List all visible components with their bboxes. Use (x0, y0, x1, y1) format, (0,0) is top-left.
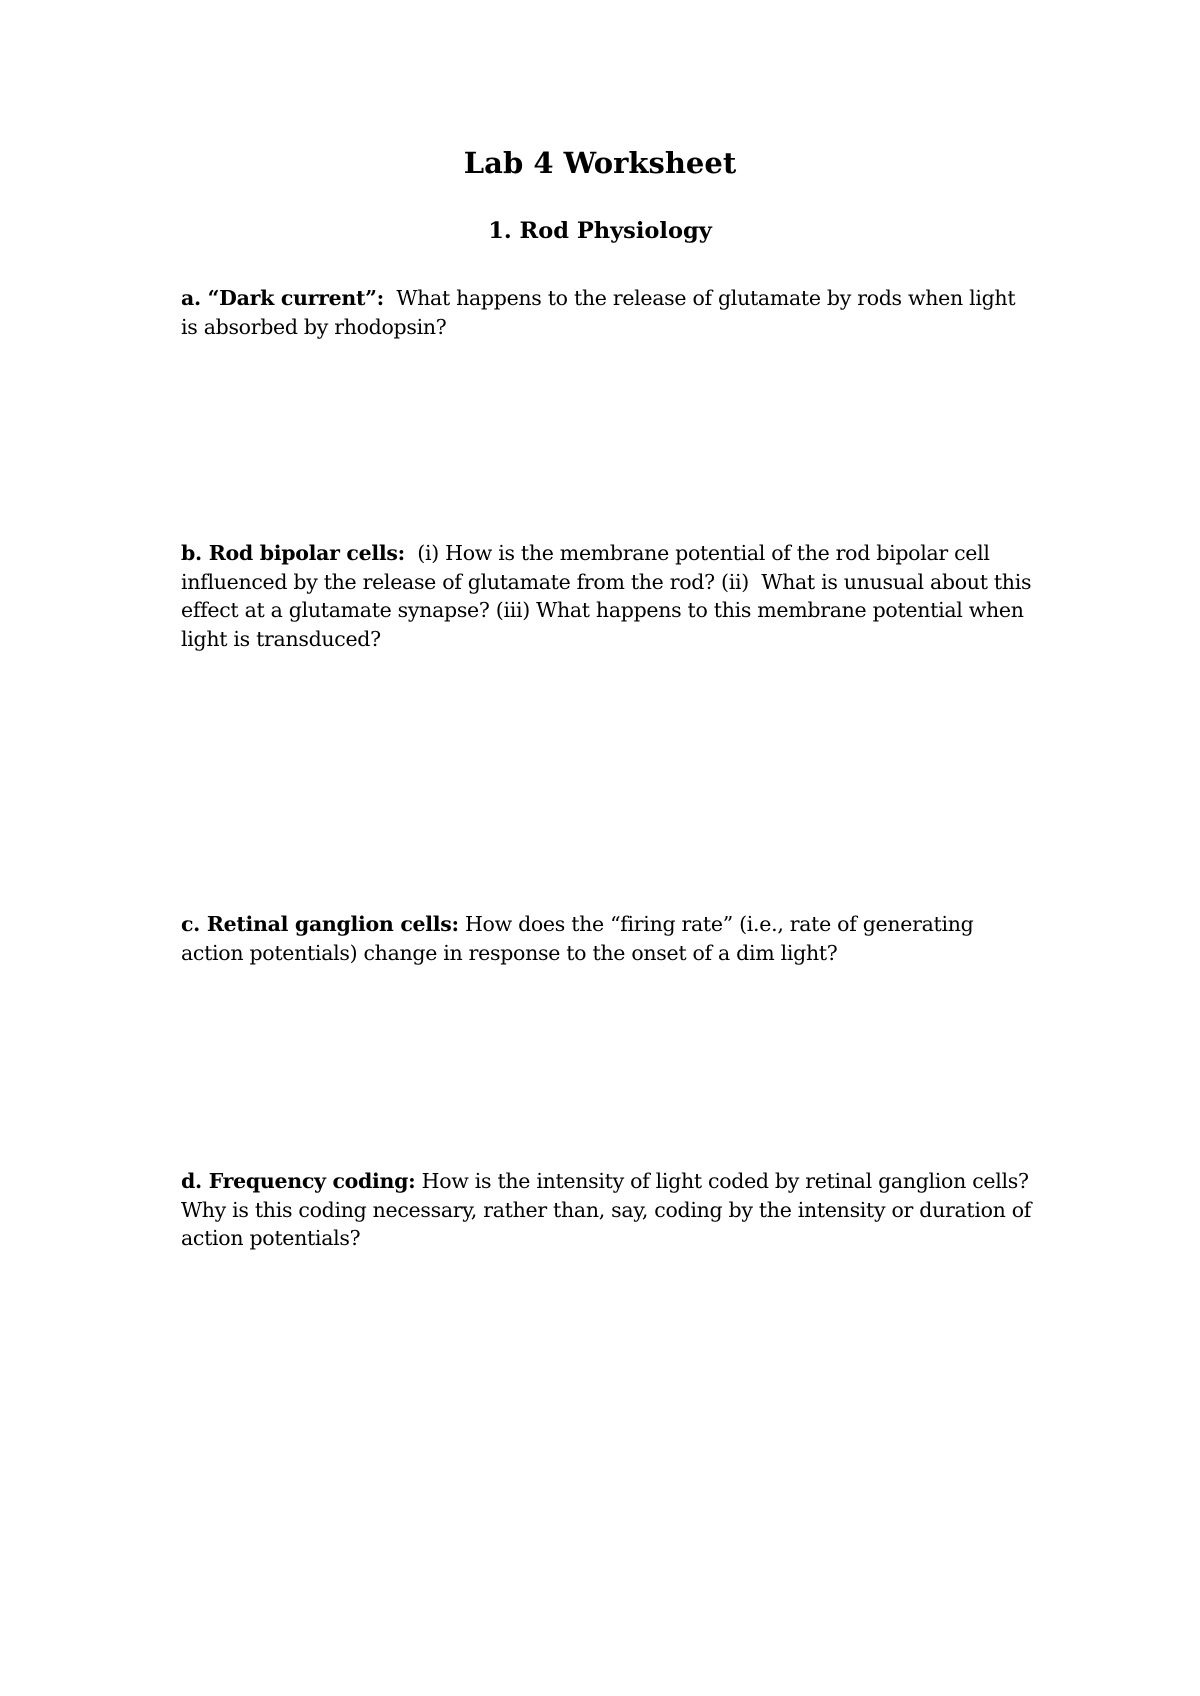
section-heading: 1. Rod Physiology (488, 218, 712, 244)
question-d-label: d. Frequency coding: (181, 1169, 416, 1193)
question-d (181, 1167, 1042, 1253)
question-c-label: c. Retinal ganglion cells: (181, 912, 459, 936)
question-d-text: How is the intensity of light coded by retinal ganglion cells? Why is this coding necessary, rather than, say, coding by the intensity or duration of action potentials? (181, 1169, 1042, 1250)
question-c (181, 910, 1036, 967)
question-b-text: (i) How is the membrane potential of the rod bipolar cell influenced by the release of glutamate from the rod? (ii) What is unusual about this effect at a glutamate synapse? (iii) What happens to this membrane potential when light is transduced? (181, 541, 1038, 651)
question-a-text: What happens to the release of glutamate by rods when light is absorbed by rhodopsin? (181, 286, 1022, 339)
question-c-text: How does the “firing rate” (i.e., rate of generating action potentials) change in response to the onset of a dim light? (181, 912, 980, 965)
question-a-label: a. “Dark current”: (181, 286, 384, 310)
question-a (181, 284, 1036, 341)
page-title: Lab 4 Worksheet (463, 146, 737, 180)
question-b (181, 539, 1036, 653)
question-b-label: b. Rod bipolar cells: (181, 541, 405, 565)
